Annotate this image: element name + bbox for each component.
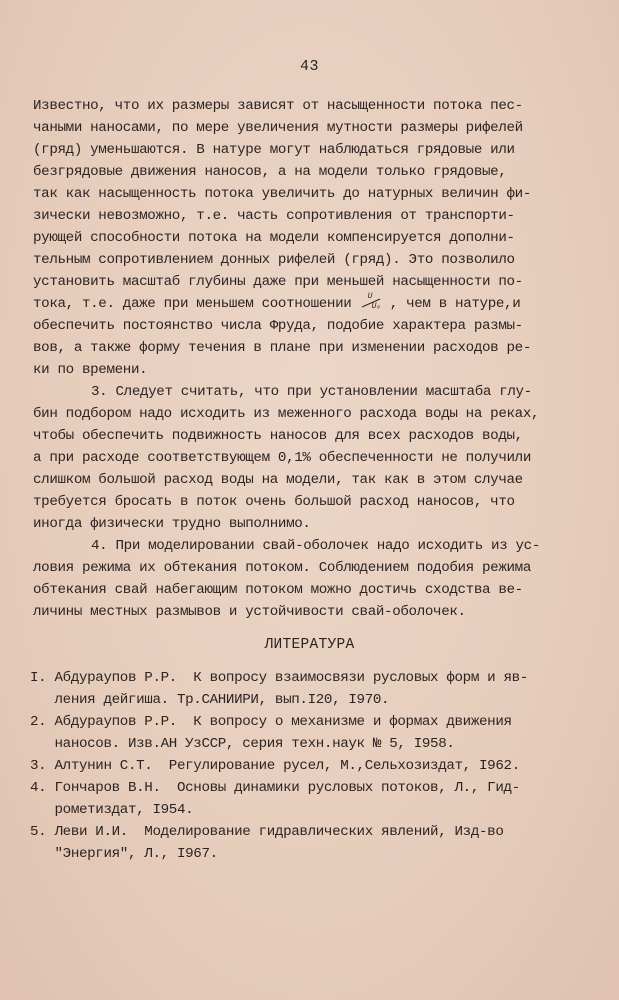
text-line: (гряд) уменьшаются. В натуре могут наблюдаться грядовые или [33,142,515,158]
text-line: обтекания свай набегающим потоком можно достичь сходства ве- [33,582,523,598]
formula-denominator: U₀ [371,302,381,312]
text-line: рующей способности потока на модели компенсируется дополни- [33,230,515,246]
text-line: вов, а также форму течения в плане при изменении расходов ре- [33,340,531,356]
text-line-with-formula [33,294,520,314]
text-line: 4. Гончаров В.Н. Основы динамики русловых потоков, Л., Гид- [30,780,520,796]
text-line: чтобы обеспечить подвижность наносов для всех расходов воды, [33,428,523,444]
text-line: наносов. Изв.АН УзССР, серия техн.наук № 5, I958. [30,736,455,752]
text-line: так как насыщенность потока увеличить до натурных величин фи- [33,186,531,202]
text-line: бин подбором надо исходить из меженного расхода воды на реках, [33,406,540,422]
text-line: иногда физически трудно выполнимо. [33,516,311,532]
text-line: установить масштаб глубины даже при меньшей насыщенности по- [33,274,523,290]
formula-numerator: U [367,292,373,302]
text-line: Известно, что их размеры зависят от насыщенности потока пес- [33,98,523,114]
text-line: а при расходе соответствующем 0,1% обеспеченности не получили [33,450,531,466]
text-line: рометиздат, I954. [30,802,194,818]
text-line: 2. Абдураупов Р.Р. К вопросу о механизме и формах движения [30,714,512,730]
text-segment: тока, т.е. даже при меньшем соотношении [33,296,352,312]
text-line: "Энергия", Л., I967. [30,846,218,862]
text-line: 3. Следует считать, что при установлении масштаба глу- [91,384,532,400]
text-line: 3. Алтунин С.Т. Регулирование русел, М.,Сельхозиздат, I962. [30,758,520,774]
text-line: ления дейгиша. Тр.САНИИРИ, вып.I20, I970. [30,692,390,708]
text-segment: , чем в натуре,и [389,296,521,312]
text-line: требуется бросать в поток очень большой расход наносов, что [33,494,515,510]
text-line: ки по времени. [33,362,148,378]
text-line: тельным сопротивлением донных рифелей (гряд). Это позволило [33,252,515,268]
formula-u-over-u0 [360,294,382,312]
text-line: личины местных размывов и устойчивости свай-оболочек. [33,604,466,620]
text-line: зически невозможно, т.е. часть сопротивления от транспорти- [33,208,515,224]
text-line: чаными наносами, по мере увеличения мутности размеры рифелей [33,120,523,136]
text-line: I. Абдураупов Р.Р. К вопросу взаимосвязи русловых форм и яв- [30,670,528,686]
page-number: 43 [299,58,319,75]
text-line: 4. При моделировании свай-оболочек надо исходить из ус- [91,538,541,554]
literature-heading: ЛИТЕРАТУРА [264,637,355,653]
text-line: 5. Леви И.И. Моделирование гидравлических явлений, Изд-во [30,824,504,840]
text-line: ловия режима их обтекания потоком. Соблюдением подобия режима [33,560,531,576]
text-line: обеспечить постоянство числа Фруда, подобие характера размы- [33,318,523,334]
text-line: безгрядовые движения наносов, а на модели только грядовые, [33,164,507,180]
text-line: слишком большой расход воды на модели, так как в этом случае [33,472,523,488]
